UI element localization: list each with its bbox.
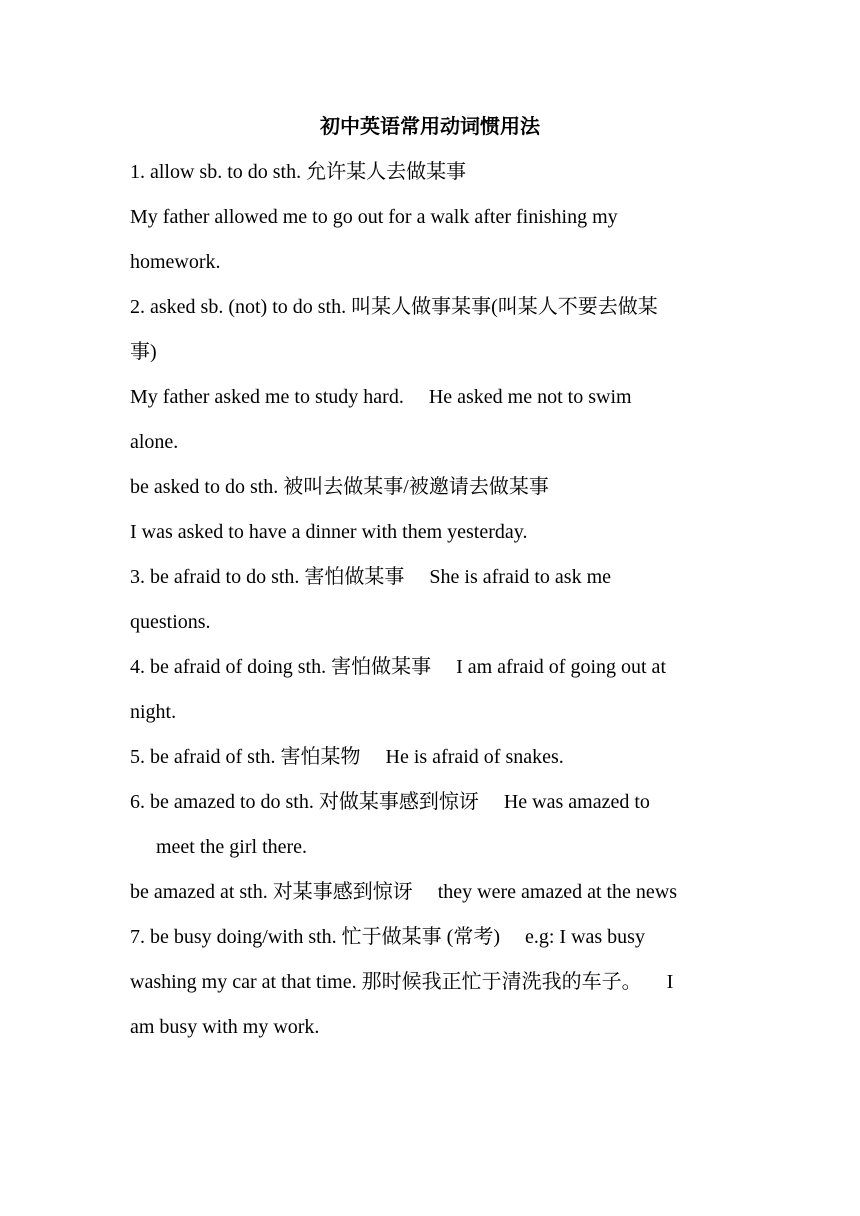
text-line: I was asked to have a dinner with them yesterday. [130, 521, 528, 543]
text-line: questions. [130, 611, 211, 633]
document-title: 初中英语常用动词惯用法 [320, 116, 540, 138]
text-line: am busy with my work. [130, 1016, 320, 1038]
text-line: 7. be busy doing/with sth. 忙于做某事 (常考) e.g: I was busy [130, 926, 645, 948]
text-line: 3. be afraid to do sth. 害怕做某事 She is afraid to ask me [130, 566, 612, 588]
text-line: 事) [130, 341, 157, 363]
text-line: My father allowed me to go out for a walk after finishing my [130, 206, 618, 228]
text-line: 5. be afraid of sth. 害怕某物 He is afraid of snakes. [130, 746, 564, 768]
text-line: night. [130, 701, 177, 723]
text-line: meet the girl there. [156, 836, 308, 858]
text-line: My father asked me to study hard. He asked me not to swim [130, 386, 632, 408]
text-line: 2. asked sb. (not) to do sth. 叫某人做事某事(叫某人不要去做某 [130, 296, 658, 318]
text-line: washing my car at that time. 那时候我正忙于清洗我的车子。 I [130, 971, 674, 993]
text-line: be asked to do sth. 被叫去做某事/被邀请去做某事 [130, 476, 549, 498]
text-line: be amazed at sth. 对某事感到惊讶 they were amazed at the news [130, 881, 678, 903]
text-line: alone. [130, 431, 179, 453]
text-line: 6. be amazed to do sth. 对做某事感到惊讶 He was amazed to [130, 791, 650, 813]
text-line: 1. allow sb. to do sth. 允许某人去做某事 [130, 161, 467, 183]
text-line: homework. [130, 251, 221, 273]
text-line: 4. be afraid of doing sth. 害怕做某事 I am afraid of going out at [130, 656, 666, 678]
